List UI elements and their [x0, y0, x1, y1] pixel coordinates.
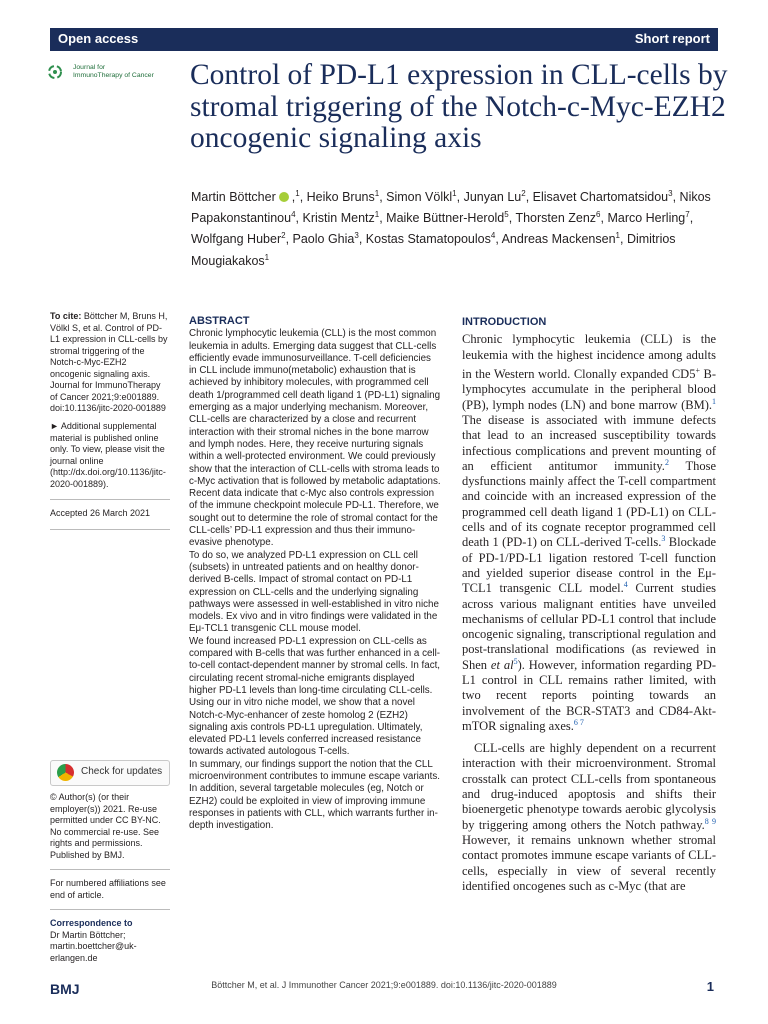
author-name: Maike Büttner-Herold: [386, 211, 505, 226]
orcid-icon[interactable]: [279, 192, 289, 202]
page-number: 1: [706, 979, 714, 994]
reference-link[interactable]: 3: [661, 534, 666, 544]
abstract-heading: ABSTRACT: [189, 315, 250, 327]
author-list: Martin Böttcher ,$^1$, Heiko Bruns$^1$, Simon Völkl$^1$, Junyan Lu$^2$, Elisavet Chartomatsidou$^3$, Nikos Papakonstantinou$^4$, Kristin Mentz$^1$, Maike Büttner-Herold$^5$, Thorsten Zenz$^6$, Marco Herling$^7$, Wolfgang Huber$^2$, Paolo Ghia$^3$, Kostas Stamatopoulos$^4$, Andreas Mackensen$^1$, Dimitrios Mougiakakos$^1$: [191, 189, 711, 268]
cite-block: [50, 311, 170, 421]
affiliations-note: For numbered affiliations see end of article.: [50, 878, 166, 900]
journal-logo-line1: Journal for: [73, 64, 106, 71]
author-affiliation: 7: [685, 210, 690, 220]
author-name: Wolfgang Huber: [191, 232, 282, 247]
author-affiliation: 1: [615, 231, 620, 241]
abstract-paragraph: Chronic lymphocytic leukemia (CLL) is the most common leukemia in adults. Emerging data suggest that CLL-cells efficiently evade immunosurveillance. T-cell deficiencies in CLL include immuno(metabolic) exhaustion that is achieved by inhibitory molecules, with programmed cell death 1/programmed cell death ligand 1 (PD-L1) signaling emerging as a major underlying mechanism. Moreover, CLL-cells are characterized by a close and recurrent interaction with their stromal niches in the bone marrow and lymph nodes. Here, they receive nurturing signals within a well-protected environment. We could previously show that the interaction of CLL-cells with stroma leads to c-Myc activation that is followed by metabolic adaptations. Recent data indicate that c-Myc also controls expression of the immune checkpoint molecule PD-L1. Therefore, we sought out to determine the role of stromal contact for the CLL-cells’ PD-L1 expression and thus their immuno-evasive phenotype.: [189, 328, 441, 549]
abstract-paragraph: To do so, we analyzed PD-L1 expression on CLL cell (subsets) in untreated patients and on healthy donor-derived B-cells. Impact of stromal contact on PD-L1 expression on CLL-cells and the underlying signaling pathways were assessed in well-established in vitro niche models. Ex vivo and in vitro findings were validated in the Eμ-TCL1 transgenic CLL mouse model.: [189, 549, 439, 635]
author-name: Andreas Mackensen: [501, 232, 616, 247]
article-title: Control of PD-L1 expression in CLL-cells by stromal triggering of the Notch-c-Myc-EZH2 oncogenic signaling axis: [190, 59, 728, 154]
introduction-paragraph-2: [462, 741, 716, 894]
reference-link[interactable]: 2: [664, 457, 669, 467]
sidebar-divider: [50, 869, 170, 870]
intro-text: Those dysfunctions mainly affect the T-cell compartment and coincide with an increased expression of the programmed cell death ligand 1 (PD-L1) on CLL-cells and of its cognate receptor programmed cell death 1 (PD-1) on CLL-derived T-cells.: [462, 458, 716, 550]
author-name: Paolo Ghia: [292, 232, 355, 247]
reference-link[interactable]: 8 9: [704, 816, 716, 826]
author-name: Simon Völkl: [386, 190, 453, 205]
introduction-paragraph-1: [462, 332, 716, 734]
journal-logo-line2: ImmunoTherapy of Cancer: [73, 72, 154, 79]
intro-text: CLL-cells are highly dependent on a recurrent interaction with their microenvironment. Stromal crosstalk can protect CLL-cells from spontaneous and drug-induced apoptosis and shifts their bioenergetic phenotype towards aerobic glycolysis by triggering among others the Notch pathway.: [462, 741, 716, 832]
journal-logo-icon: [47, 64, 63, 80]
intro-text: ). However, information regarding PD-L1 control in CLL remains rather limited, with two recent reports pointing towards an involvement of the BCR-STAT3 and CD84-Akt-mTOR signaling axes.: [462, 657, 716, 733]
footer-citation: Böttcher M, et al. J Immunother Cancer 2021;9:e001889. doi:10.1136/jitc-2020-001889: [211, 980, 557, 990]
author-affiliation: 5: [504, 210, 509, 220]
author-name: Nikos Papakonstantinou: [191, 190, 711, 226]
author-affiliation: 2: [521, 189, 526, 198]
author-affiliation: 1: [264, 252, 270, 262]
intro-text: B-lymphocytes accumulate in the peripheral blood (PB), lymph nodes (LN) and bone marrow (BM).: [462, 367, 716, 412]
journal-logo-text: [73, 64, 154, 80]
sidebar-divider: [50, 909, 170, 910]
author-name: Marco Herling: [607, 211, 686, 226]
author-affiliation: 2: [281, 231, 286, 241]
author-affiliation: 6: [596, 210, 601, 220]
author-affiliation: 1: [452, 189, 457, 198]
author-name: Elisavet Chartomatsidou: [532, 190, 669, 205]
author[interactable]: [293, 232, 359, 246]
top-banner: [50, 28, 718, 51]
introduction-section: [462, 315, 716, 894]
author-name: Kristin Mentz: [302, 211, 375, 226]
open-access-label: Open access: [58, 31, 139, 46]
author[interactable]: [303, 211, 380, 225]
author-name: Heiko Bruns: [306, 190, 375, 205]
reference-link[interactable]: 6 7: [573, 717, 584, 727]
intro-text: Chronic lymphocytic leukemia (CLL) is the leukemia with the highest incidence among adults in the Western world. Clonally expanded CD5: [462, 332, 716, 382]
page-footer: [50, 978, 718, 998]
author[interactable]: [191, 232, 286, 246]
cite-text: Böttcher M, Bruns H, Völkl S, et al. Control of PD-L1 expression in CLL-cells by stromal triggering of the Notch-c-Myc-EZH2 oncogenic signaling axis. Journal for ImmunoTherapy of Cancer 2021;9:e001889. doi:10.1136/jitc-2020-001889: [50, 311, 168, 413]
journal-logo[interactable]: [44, 62, 184, 92]
author-affiliation: 1: [374, 210, 380, 220]
author[interactable]: [386, 211, 509, 225]
intro-text: However, it remains unknown whether stromal contact promotes immune escape variants of CLL-cells, especially in view of several recently identified oncogenes such as c-Myc (that are: [462, 832, 716, 893]
sidebar-divider: [50, 499, 170, 500]
author-name: Martin Böttcher: [191, 190, 276, 205]
author-name: Thorsten Zenz: [515, 211, 597, 226]
abstract-paragraph: We found increased PD-L1 expression on CLL-cells as compared with B-cells that was further enhanced in a cell-to-cell contact-dependent manner by stromal cells. In fact, circulating recent stromal-niche emigrants displayed higher PD-L1 levels than long-time circulating CLL-cells. Using our in vitro niche model, we show that a novel Notch-c-Myc-enhancer of zeste homolog 2 (EZH2) signaling axis controls PD-L1 upregulation. Ultimately, elevated PD-L1 levels conferred increased resistance towards activated autologous T-cells.: [189, 635, 441, 758]
check-for-updates-button[interactable]: [50, 760, 170, 786]
author-affiliation: 4: [490, 231, 496, 241]
intro-text: The disease is associated with immune defects that lead to an increased susceptibility towards infectious complications and prevent mounting of an efficient antitumor immunity.: [462, 412, 716, 473]
author[interactable]: [307, 190, 380, 204]
cite-label: To cite:: [50, 311, 82, 321]
correspondence-label: Correspondence to: [50, 918, 133, 928]
author[interactable]: [502, 232, 620, 246]
reference-link[interactable]: 1: [712, 396, 716, 406]
left-sidebar: [50, 311, 170, 538]
sidebar-divider: [50, 529, 170, 530]
author-name: Junyan Lu: [463, 190, 522, 205]
introduction-heading: INTRODUCTION: [462, 316, 547, 328]
article-type-label: Short report: [634, 31, 710, 46]
correspondence-contact[interactable]: Dr Martin Böttcher; martin.boettcher@uk-erlangen.de: [50, 929, 137, 963]
bmj-logo[interactable]: BMJ: [50, 981, 80, 997]
author-affiliation: 3: [354, 231, 359, 241]
author-affiliation: 1: [374, 189, 380, 198]
supplemental-note[interactable]: ► Additional supplemental material is published online only. To view, please visit the journal online (http://dx.doi.org/10.1136/jitc-2020-001889).: [50, 421, 166, 489]
author-affiliation: 3: [668, 189, 673, 198]
reference-link[interactable]: 5: [513, 656, 518, 666]
accepted-date: Accepted 26 March 2021: [50, 508, 151, 518]
author-affiliation: 4: [291, 210, 296, 220]
check-updates-label: Check for updates: [81, 766, 163, 777]
author[interactable]: [515, 211, 600, 225]
intro-italic: et al: [490, 657, 514, 672]
author-name: Dimitrios Mougiakakos: [191, 232, 676, 268]
abstract-paragraph: In summary, our findings support the notion that the CLL microenvironment contributes to immune escape variants. In addition, several targetable molecules (eg, Notch or EZH2) could be exploited in view of improving immune responses in patients with CLL, which warrants further in-depth investigation.: [189, 758, 441, 832]
author[interactable]: Martin Böttcher ,$^1$: [191, 189, 300, 205]
superscript: +: [695, 365, 700, 375]
author[interactable]: [386, 190, 456, 204]
author[interactable]: [533, 190, 673, 204]
author[interactable]: [366, 232, 496, 246]
author[interactable]: [607, 211, 689, 225]
copyright-note: © Author(s) (or their employer(s)) 2021. Re-use permitted under CC BY-NC. No commercial re-use. See rights and permissions. Published by BMJ.: [50, 792, 161, 860]
reference-link[interactable]: 4: [623, 580, 628, 590]
intro-text: Current studies across various malignant entities have unveiled mechanisms of cellular PD-L1 control that include oncogenic signaling, transcriptional regulation and post-translational modifications (as reviewed in Shen: [462, 581, 716, 672]
sidebar-bottom: [50, 792, 170, 964]
check-updates-icon: [57, 764, 74, 781]
author-name: Kostas Stamatopoulos: [365, 232, 491, 247]
author[interactable]: [464, 190, 526, 204]
intro-text: Blockade of PD-1/PD-L1 ligation restored T-cell function and yielded superior disease control in the Eμ-TCL1 transgenic CLL model.: [462, 535, 716, 596]
author-affiliation: 1: [295, 189, 300, 198]
abstract-section: [189, 315, 441, 832]
